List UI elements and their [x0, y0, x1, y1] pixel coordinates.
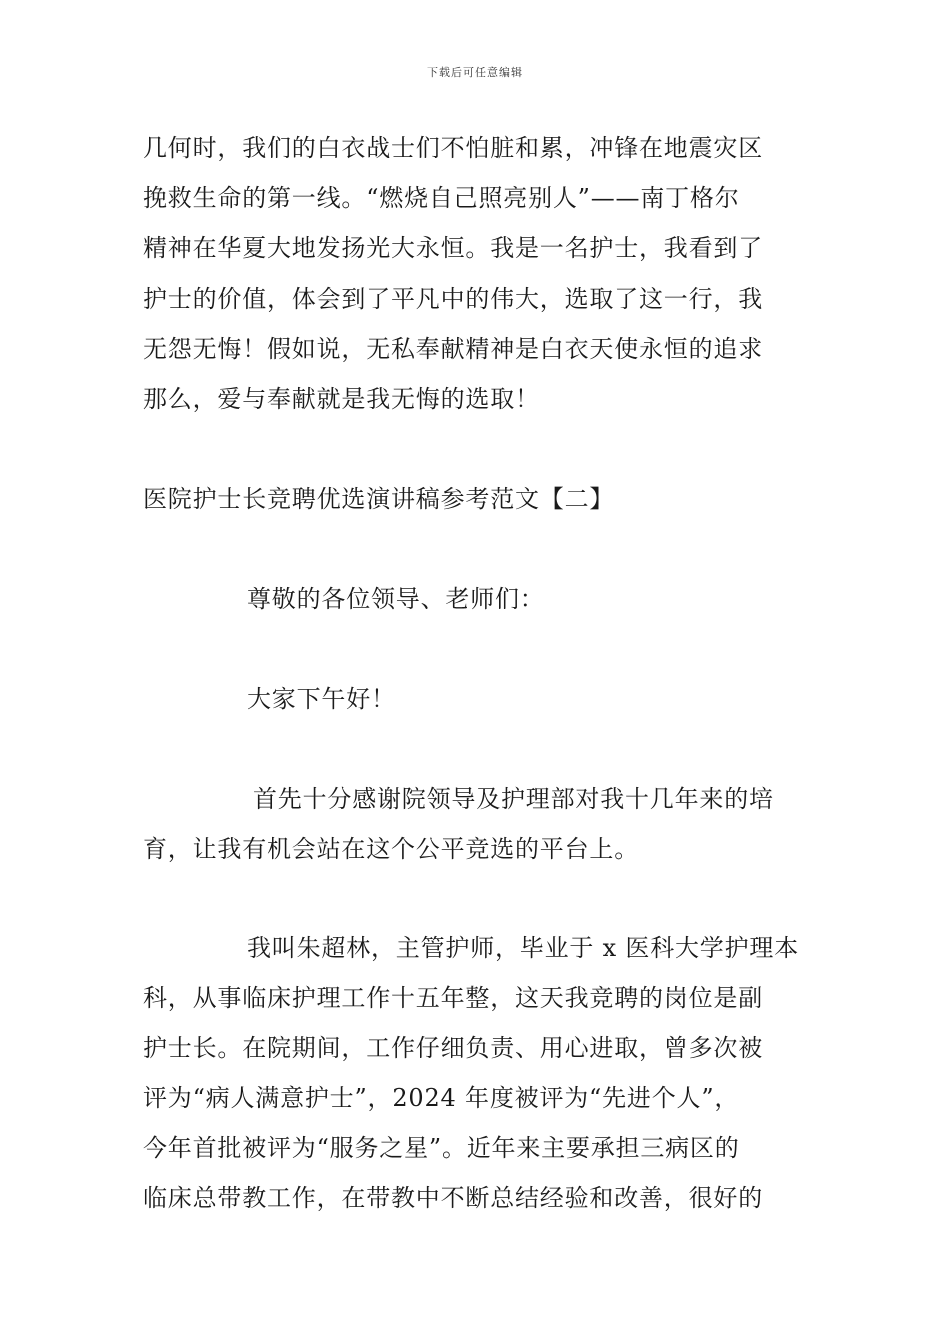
paragraph-line: 科，从事临床护理工作十五年整，这天我竞聘的岗位是副 [143, 984, 763, 1012]
page-header: 下载后可任意编辑 [427, 66, 523, 79]
section-title: 医院护士长竞聘优选演讲稿参考范文【二】 [143, 485, 615, 513]
salutation: 尊敬的各位领导、老师们： [247, 585, 545, 613]
paragraph-line: 首先十分感谢院领导及护理部对我十几年来的培 [253, 785, 774, 813]
paragraph-line: 无怨无悔！假如说，无私奉献精神是白衣天使永恒的追求 [143, 335, 763, 363]
paragraph-line: 那么，爱与奉献就是我无悔的选取！ [143, 385, 540, 413]
paragraph-line: 临床总带教工作，在带教中不断总结经验和改善，很好的 [143, 1184, 763, 1212]
paragraph-line: 挽救生命的第一线。“燃烧自己照亮别人”——南丁格尔 [143, 184, 740, 212]
paragraph-line: 评为“病人满意护士”，2024 年度被评为“先进个人”， [143, 1084, 740, 1112]
paragraph-line: 我叫朱超林，主管护师，毕业于 x 医科大学护理本 [247, 934, 799, 962]
paragraph-line: 精神在华夏大地发扬光大永恒。我是一名护士，我看到了 [143, 234, 763, 262]
paragraph-line: 护士的价值，体会到了平凡中的伟大，选取了这一行，我 [143, 285, 763, 313]
paragraph-line: 几何时，我们的白衣战士们不怕脏和累，冲锋在地震灾区 [143, 134, 763, 162]
paragraph-line: 育，让我有机会站在这个公平竞选的平台上。 [143, 835, 639, 863]
paragraph-line: 今年首批被评为“服务之星”。近年来主要承担三病区的 [143, 1134, 740, 1162]
greeting: 大家下午好！ [247, 685, 396, 713]
paragraph-line: 护士长。在院期间，工作仔细负责、用心进取，曾多次被 [143, 1034, 763, 1062]
